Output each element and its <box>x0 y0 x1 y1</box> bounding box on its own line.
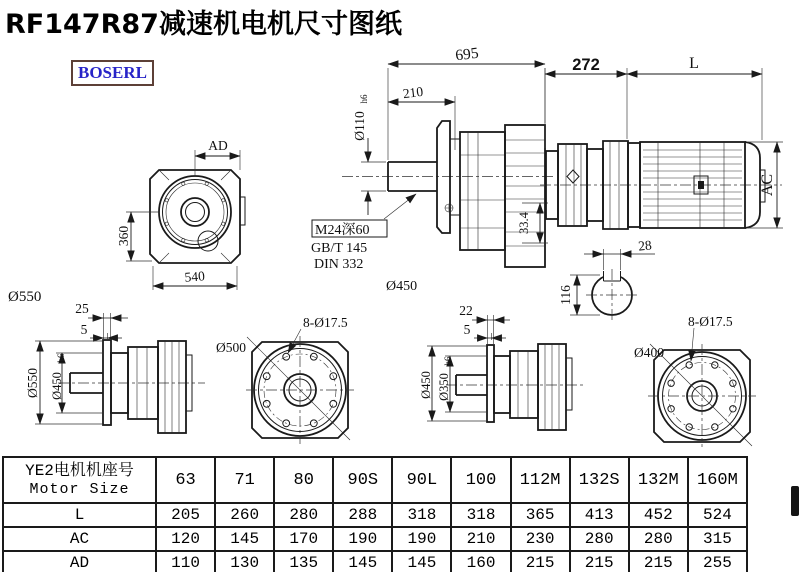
cell: 215 <box>629 551 688 572</box>
dim-210: 210 <box>401 83 424 102</box>
dim-116: 116 <box>558 285 573 305</box>
col-90l: 90L <box>392 457 451 503</box>
header-cn: YE2电机机座号 <box>25 461 134 480</box>
col-71: 71 <box>215 457 274 503</box>
label-tap-hole: M24深60 <box>315 223 370 238</box>
label-dia400: Ø400 <box>634 345 664 360</box>
dim-dia450b: Ø450 <box>419 371 433 399</box>
label-dia450: Ø450 <box>386 279 418 294</box>
right-edge-mark <box>791 486 799 516</box>
motor-size-table <box>2 456 748 572</box>
table-header-row <box>3 457 747 503</box>
cell: 260 <box>215 503 274 527</box>
flange-side-view-a <box>25 301 205 433</box>
col-90s: 90S <box>333 457 392 503</box>
col-63: 63 <box>156 457 215 503</box>
dim-ad: AD <box>208 138 228 153</box>
cell: 280 <box>570 527 629 551</box>
dim-540: 540 <box>184 268 206 285</box>
motor-size-header <box>3 457 156 503</box>
col-112m: 112M <box>511 457 570 503</box>
col-132m: 132M <box>629 457 688 503</box>
col-132s: 132S <box>570 457 629 503</box>
label-gbt145: GB/T 145 <box>311 241 368 256</box>
cell: 170 <box>274 527 333 551</box>
cell: 145 <box>333 551 392 572</box>
page-title: RF147R87减速机电机尺寸图纸 <box>5 9 402 40</box>
table-row-L <box>3 503 747 527</box>
flange-side-view-b <box>419 303 585 430</box>
dim-33-4: 33.4 <box>517 212 531 234</box>
dim-dia350-tol: h6 <box>443 356 453 366</box>
row-label-AC: AC <box>3 527 156 551</box>
label-holes-b: 8-Ø17.5 <box>688 314 733 329</box>
cell: 365 <box>511 503 570 527</box>
dim-360: 360 <box>116 225 131 247</box>
cell: 190 <box>392 527 451 551</box>
table-row-AD <box>3 551 747 572</box>
cell: 288 <box>333 503 392 527</box>
label-dia550: Ø550 <box>8 289 42 305</box>
brand-logo: BOSERL <box>71 60 154 86</box>
col-100: 100 <box>451 457 510 503</box>
cell: 130 <box>215 551 274 572</box>
gearbox-side-view <box>311 45 556 294</box>
label-holes-a: 8-Ø17.5 <box>303 315 348 330</box>
cell: 205 <box>156 503 215 527</box>
cell: 280 <box>629 527 688 551</box>
cell: 315 <box>688 527 747 551</box>
dim-5a: 5 <box>80 322 88 337</box>
dim-shaft-dia: Ø110 <box>352 111 367 141</box>
cell: 145 <box>215 527 274 551</box>
dim-dia350: Ø350 <box>437 373 451 401</box>
col-80: 80 <box>274 457 333 503</box>
motor-side-view <box>540 55 783 321</box>
cell: 230 <box>511 527 570 551</box>
cell: 280 <box>274 503 333 527</box>
table-row-AC <box>3 527 747 551</box>
cell: 110 <box>156 551 215 572</box>
gearbox-front-view <box>8 138 245 305</box>
dim-5b: 5 <box>463 322 471 337</box>
cell: 215 <box>570 551 629 572</box>
dim-22: 22 <box>459 303 473 318</box>
cell: 190 <box>333 527 392 551</box>
dim-dia450a-tol: h6 <box>56 353 66 363</box>
label-din332: DIN 332 <box>314 257 364 272</box>
dim-shaft-tol: h6 <box>359 94 369 104</box>
dim-25: 25 <box>75 301 89 316</box>
cell: 160 <box>451 551 510 572</box>
dim-272: 272 <box>572 56 600 74</box>
header-en: Motor Size <box>29 480 130 498</box>
cell: 413 <box>570 503 629 527</box>
row-label-L: L <box>3 503 156 527</box>
cell: 255 <box>688 551 747 572</box>
flange-face-view-a <box>216 315 354 444</box>
cell: 215 <box>511 551 570 572</box>
cell: 318 <box>451 503 510 527</box>
cell: 145 <box>392 551 451 572</box>
flange-face-view-b <box>634 314 756 447</box>
dim-motor-length: L <box>689 55 699 72</box>
label-dia500: Ø500 <box>216 340 246 355</box>
dim-dia450a: Ø450 <box>50 372 64 400</box>
cell: 452 <box>629 503 688 527</box>
dim-ac: AC <box>759 173 776 197</box>
dim-dia550a: Ø550 <box>25 368 40 398</box>
cell: 318 <box>392 503 451 527</box>
row-label-AD: AD <box>3 551 156 572</box>
cell: 135 <box>274 551 333 572</box>
cell: 120 <box>156 527 215 551</box>
cell: 524 <box>688 503 747 527</box>
dim-695: 695 <box>454 44 480 65</box>
cell: 210 <box>451 527 510 551</box>
col-160m: 160M <box>688 457 747 503</box>
dim-key-width-28: 28 <box>637 237 653 254</box>
